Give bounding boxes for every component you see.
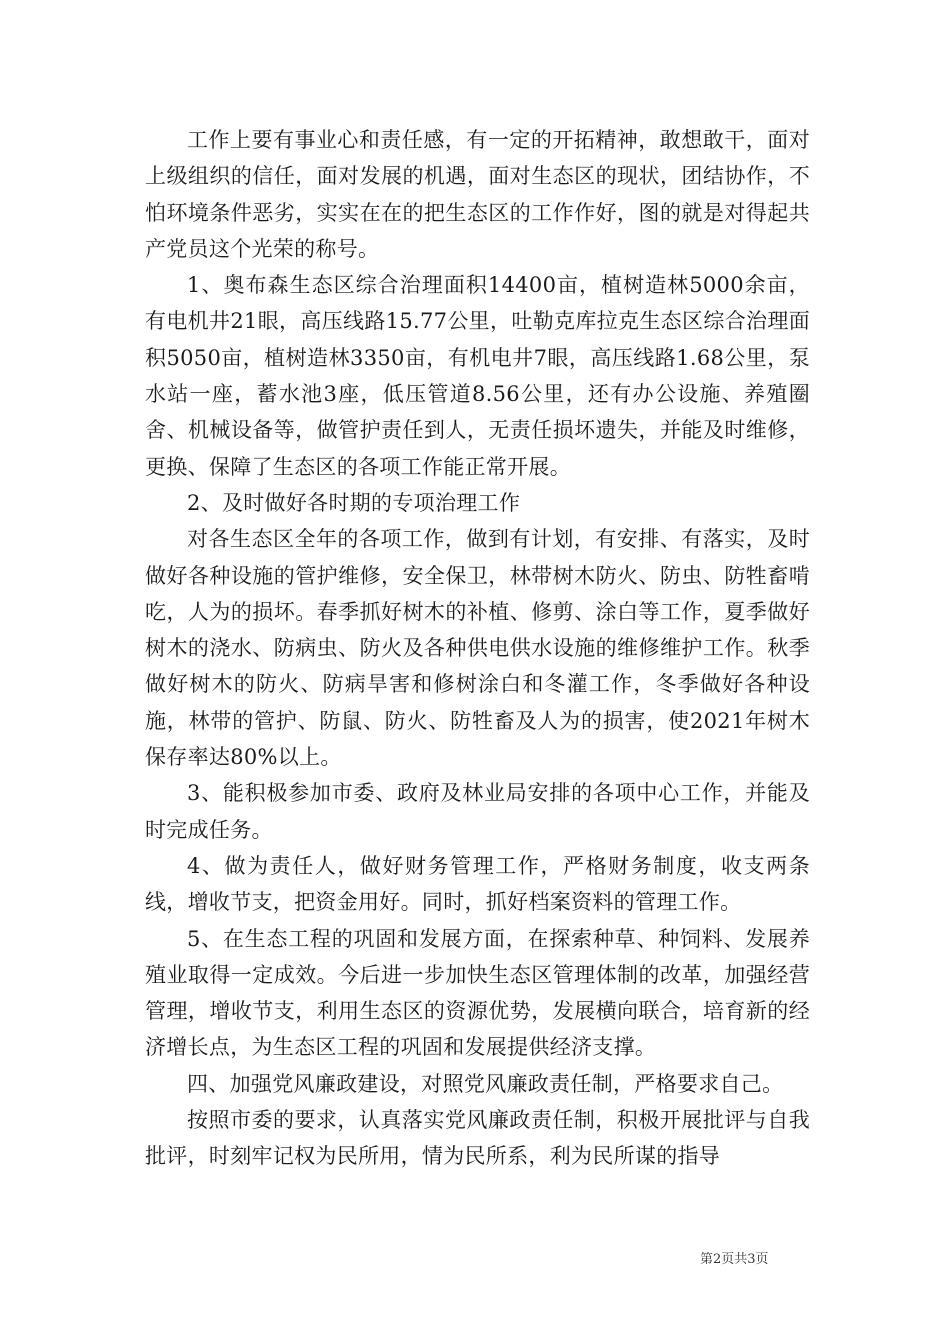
paragraph-2: 1、奥布森生态区综合治理面积14400亩，植树造林5000余亩，有电机井21眼，高压线路15.77公里，吐勒克库拉克生态区综合治理面积5050亩，植树造林3350亩，有机电井7眼，高压线路1.68公里，泵水站一座，蓄水池3座，低压管道8.56公里，还有办公设施、养殖圈舍、机械设备等，做管护责任到人，无责任损坏遗失，并能及时维修，更换、保障了生态区的各项工作能正常开展。 [145, 273, 810, 479]
document-body [145, 122, 810, 1175]
paragraph-7: 5、在生态工程的巩固和发展方面，在探索种草、种饲料、发展养殖业取得一定成效。今后进一步加快生态区管理体制的改革，加强经营管理，增收节支，利用生态区的资源优势，发展横向联合，培育新的经济增长点，为生态区工程的巩固和发展提供经济支撑。 [145, 926, 810, 1060]
paragraph-1: 工作上要有事业心和责任感，有一定的开拓精神，敢想敢干，面对上级组织的信任，面对发展的机遇，面对生态区的现状，团结协作，不怕环境条件恶劣，实实在在的把生态区的工作作好，图的就是对得起共产党员这个光荣的称号。 [145, 128, 810, 261]
paragraph-4: 对各生态区全年的各项工作，做到有计划，有安排、有落实，及时做好各种设施的管护维修，安全保卫，林带树木防火、防虫、防牲畜啃吃，人为的损坏。春季抓好树木的补植、修剪、涂白等工作，夏季做好树木的浇水、防病虫、防火及各种供电供水设施的维修维护工作。秋季做好树木的防火、防病旱害和修树涂白和冬灌工作，冬季做好各种设施，林带的管护、防鼠、防火、防牲畜及人为的损害，使2021年树木保存率达80%以上。 [145, 527, 810, 770]
paragraph-9: 按照市委的要求，认真落实党风廉政责任制，积极开展批评与自我批评，时刻牢记权为民所用，情为民所系，利为民所谋的指导 [145, 1108, 810, 1169]
page-number-footer: 第2页共3页 [700, 1252, 769, 1267]
paragraph-6: 4、做为责任人，做好财务管理工作，严格财务制度，收支两条线，增收节支，把资金用好。同时，抓好档案资料的管理工作。 [145, 853, 810, 915]
paragraph-8: 四、加强党风廉政建设，对照党风廉政责任制，严格要求自己。 [187, 1071, 784, 1096]
paragraph-3: 2、及时做好各时期的专项治理工作 [187, 490, 521, 515]
paragraph-5: 3、能积极参加市委、政府及林业局安排的各项中心工作，并能及时完成任务。 [145, 781, 810, 842]
